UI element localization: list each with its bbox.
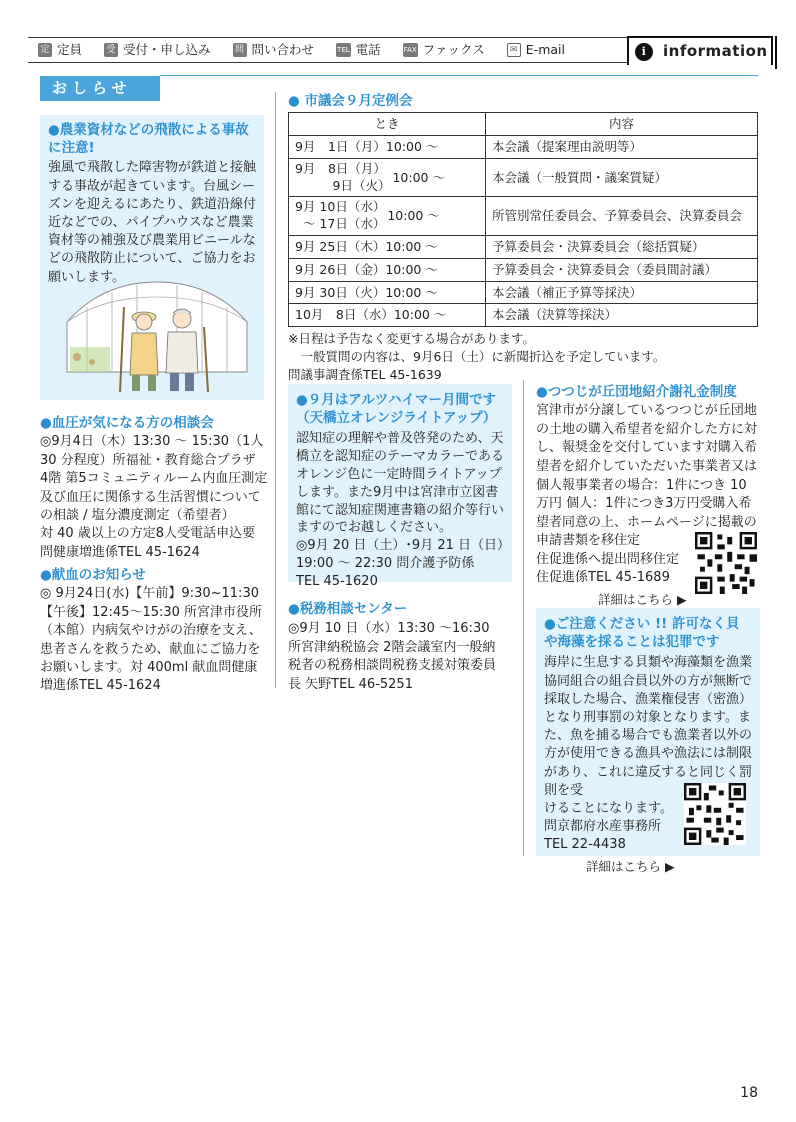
information-label: information: [663, 41, 768, 60]
blood-line: お願いします。対 400ml 献血問健康: [40, 660, 258, 676]
blood-line: 増進係TEL 45-1624: [40, 678, 161, 694]
alzheimer-title: ●９月はアルツハイマー月間です（天橋立オレンジライトアップ）: [296, 392, 497, 427]
legend-phone: [336, 41, 381, 59]
row-content: 本会議（決算等採決）: [486, 304, 758, 327]
greenhouse-illustration: [62, 277, 252, 395]
fishing-tail: けることになります。: [544, 800, 673, 816]
row-content: 予算委員会・決算委員会（委員間討議）: [486, 258, 758, 281]
table-header-row: [289, 113, 758, 136]
council-title: ● 市議会９月定例会: [288, 93, 413, 109]
tax-line: 所宮津納税協会 2階会議室内一般納: [288, 639, 496, 655]
header-when: とき: [289, 113, 486, 136]
legend-fax: [403, 41, 485, 59]
bp-article-title: ●血圧が気になる方の相談会: [40, 415, 214, 431]
alzheimer-article: [288, 384, 512, 589]
bp-line: 30 分程度）所福祉・教育総合プラザ: [40, 452, 256, 468]
legend-label: 受付・申し込み: [123, 42, 211, 58]
capacity-icon: 定: [38, 43, 52, 57]
farm-article-title: ●農業資材などの飛散による事故に注意!: [48, 122, 249, 157]
farm-article-body: 強風で飛散した障害物が鉄道と接触する事故が起きています。台風シーズンを迎えるにあたり、鉄道沿線付近などでの、パイプハウスなど農業資材等の補強及び農業用ビニールなどの飛散防止について、ご協力をお願いします。: [48, 160, 257, 285]
qr-code-icon[interactable]: [684, 783, 746, 845]
row-content: 予算委員会・決算委員会（総括質疑）: [486, 236, 758, 259]
legend-label: 定員: [57, 42, 83, 58]
fishing-tail: 問京都府水産事務所: [544, 819, 662, 835]
row-when: 10月 8日（水）10:00 ～: [289, 304, 486, 327]
tsutsuji-details-link[interactable]: 詳細はこちら ▶: [598, 592, 687, 607]
fishing-title: ●ご注意ください !! 許可なく貝や海藻を採ることは犯罪です: [544, 616, 740, 651]
tax-article: [288, 600, 516, 694]
table-row: [289, 304, 758, 327]
council-note: 一般質問の内容は、9月6日（土）に新聞折込を予定しています。: [288, 349, 666, 365]
legend-label: E-mail: [525, 42, 565, 58]
table-row: [289, 236, 758, 259]
tsutsuji-tail: 住促進係へ提出問移住定: [536, 551, 680, 567]
email-icon: ✉: [507, 43, 521, 57]
row-when: 9月 25日（木）10:00 ～: [289, 236, 486, 259]
council-contact: 問議事調査係TEL 45-1639: [288, 367, 442, 383]
tax-line: 税者の税務相談問税務支援対策委員: [288, 658, 497, 674]
tax-line: ◎9月 10 日（水）13:30 ～16:30: [288, 621, 490, 637]
row-when: 9月 1日（月）10:00 ～: [289, 135, 486, 158]
bp-line: 問健康増進係TEL 45-1624: [40, 544, 200, 560]
blood-line: 【午後】12:45～15:30 所宮津市役所: [40, 604, 263, 620]
when-line: ～ 17日（水）: [302, 216, 386, 232]
bp-article-body: [40, 433, 272, 562]
bp-line: 及び血圧に関係する生活習慣についての相談 / 塩分濃度測定（希望者）: [40, 489, 261, 524]
info-icon: i: [635, 43, 653, 61]
section-title-rule: [160, 75, 758, 76]
row-content: 本会議（提案理由説明等）: [486, 135, 758, 158]
row-when: [289, 197, 486, 236]
row-content: 本会議（一般質問・議案質疑）: [486, 158, 758, 197]
blood-article-body: [40, 585, 272, 696]
column-divider: [523, 380, 524, 856]
fishing-body: 海岸に生息する貝類や海藻類を漁業協同組合の組合員以外の方が無断で採取した場合、漁業権侵害（密漁）となり刑事罰の対象となります。また、魚を捕る場合でも漁業者以外の方が使用できる漁具や漁法には制限があり、これに違反すると同じく罰則を受: [544, 655, 753, 798]
row-content: 本会議（補正予算等採決）: [486, 281, 758, 304]
table-row: [289, 281, 758, 304]
alzheimer-date: ◎9月 20 日（土）･9月 21 日（日）: [296, 538, 510, 554]
table-row: [289, 197, 758, 236]
phone-icon: TEL: [336, 43, 351, 57]
qr-code-icon[interactable]: [695, 532, 757, 594]
bp-article: [40, 414, 272, 562]
legend-bar: [28, 37, 770, 63]
when-line: 9月 10日（水）: [295, 199, 386, 215]
tsutsuji-body: 宮津市が分譲しているつつじが丘団地の土地の購入希望者を紹介した方に対し、報奨金を交付しています対購入希望者を紹介していただいた事業者又は個人報事業者の場合：1件につき 10 万円 個人：1件につき3万円受購入希望者同意の上、ホームページに掲載の申請書類を移住定: [536, 403, 758, 549]
tax-line: 長 矢野TEL 46-5251: [288, 676, 413, 692]
tsutsuji-title: ●つつじが丘団地紹介謝礼金制度: [536, 384, 737, 400]
council-schedule-table: [288, 112, 758, 327]
row-content: 所管別常任委員会、予算委員会、決算委員会: [486, 197, 758, 236]
fax-icon: FAX: [403, 43, 418, 57]
bp-line: 4階 第5コミュニティルーム内血圧測定: [40, 471, 268, 487]
fishing-details-link[interactable]: 詳細はこちら ▶: [586, 858, 675, 874]
information-tab: [627, 36, 773, 65]
council-article: [288, 92, 760, 385]
farm-article: [40, 115, 264, 400]
row-when: [289, 158, 486, 197]
alzheimer-time: 19:00 ～ 22:30 問介護予防係: [296, 556, 475, 572]
tsutsuji-tail: 住促進係TEL 45-1689: [536, 570, 670, 586]
tax-title: ●税務相談センター: [288, 601, 408, 617]
row-when: 9月 30日（火）10:00 ～: [289, 281, 486, 304]
row-when: 9月 26日（金）10:00 ～: [289, 258, 486, 281]
bp-line: ◎9月4日（木）13:30 ～ 15:30（1人: [40, 434, 264, 450]
legend-reception: [104, 41, 211, 59]
legend-capacity: [38, 41, 82, 59]
blood-line: （本館）内病気やけがの治療を支え、: [40, 623, 262, 639]
page-number: 18: [740, 1085, 758, 1101]
council-note: ※日程は予告なく変更する場合があります。: [288, 331, 535, 347]
blood-donation-article: [40, 566, 272, 696]
when-line: 9日（火）: [295, 177, 391, 193]
legend-label: 電話: [355, 42, 381, 58]
when-time: 10:00 ～: [387, 208, 440, 224]
table-row: [289, 135, 758, 158]
legend-label: ファックス: [422, 42, 485, 58]
reception-icon: 受: [104, 43, 118, 57]
fishing-tail: TEL 22-4438: [544, 837, 626, 853]
council-notes: [288, 330, 760, 384]
alzheimer-tel: TEL 45-1620: [296, 573, 378, 589]
table-row: [289, 158, 758, 197]
when-line: 9月 8日（月）: [295, 160, 386, 176]
bp-line: 対 40 歳以上の方定8人受電話申込要: [40, 526, 256, 542]
legend-label: 問い合わせ: [251, 42, 315, 58]
section-title: おしらせ: [40, 76, 160, 101]
blood-article-title: ●献血のお知らせ: [40, 567, 146, 583]
tax-body: [288, 620, 516, 694]
blood-line: ◎ 9月24日(水)【午前】9:30~11:30: [40, 586, 259, 602]
inquiry-icon: 問: [233, 43, 247, 57]
alzheimer-body: 認知症の理解や普及啓発のため、天橋立を認知症のテーマカラーであるオレンジ色に一定時間ライトアップします。また9月中は宮津市立図書館にて認知症関連書籍の紹介等行いますのでお越しください。: [296, 431, 505, 536]
blood-line: 患者さんを救うため、献血にご協力を: [40, 641, 261, 657]
legend-email: [507, 41, 565, 59]
legend-inquiry: [233, 41, 315, 59]
table-row: [289, 258, 758, 281]
when-time: 10:00 ～: [392, 169, 445, 185]
header-content: 内容: [486, 113, 758, 136]
column-divider: [275, 92, 276, 688]
